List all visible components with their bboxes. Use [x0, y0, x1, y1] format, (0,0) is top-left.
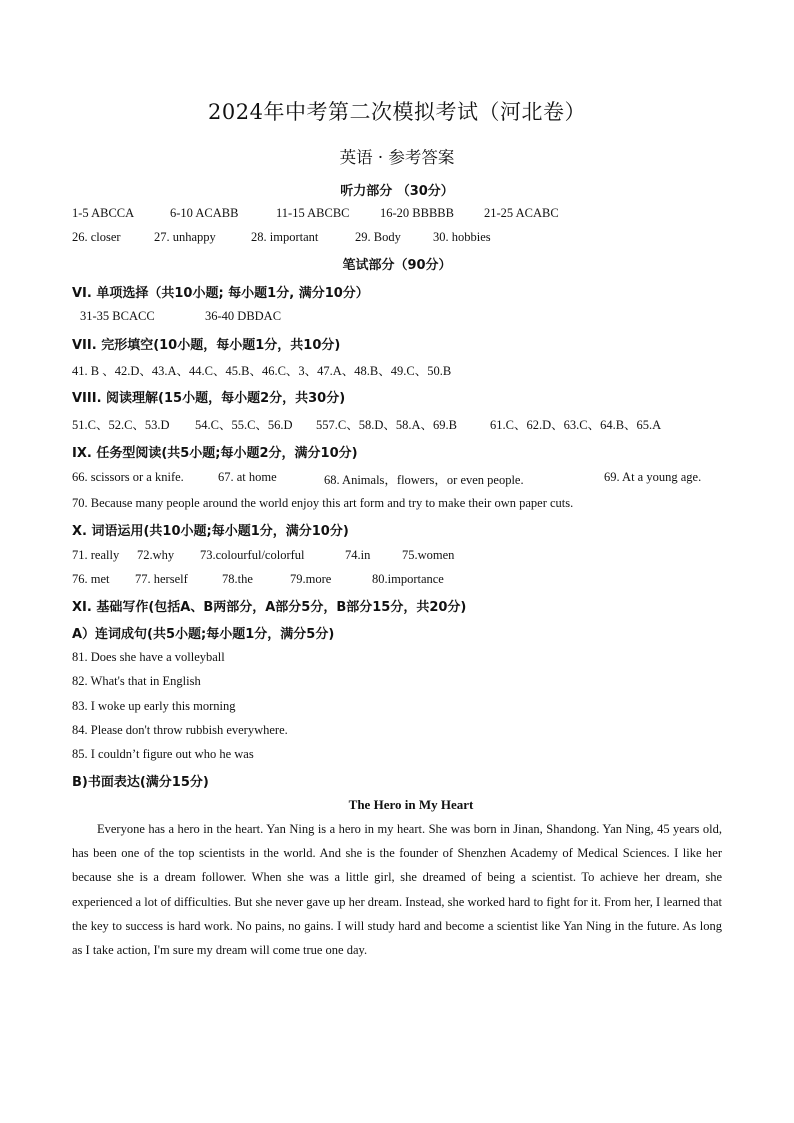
page-subtitle: 英语 · 参考答案: [339, 148, 455, 167]
answer-item: 66. scissors or a knife.: [72, 470, 184, 484]
part-b-heading: B)书面表达(满分15分): [72, 775, 209, 790]
list-item: 83. I woke up early this morning: [72, 699, 236, 713]
answer-item: 73.colourful/colorful: [200, 548, 305, 562]
answer-item: 67. at home: [218, 470, 277, 484]
answer-item: 30. hobbies: [433, 230, 491, 244]
answer-item: 68. Animals，flowers，or even people.: [324, 473, 524, 487]
section-8-heading: VIII. 阅读理解(15小题，每小题2分，共30分): [72, 391, 346, 406]
answer-item: 29. Body: [355, 230, 401, 244]
answer-item: 28. important: [251, 230, 319, 244]
part-a-heading: A）连词成句(共5小题;每小题1分，满分5分): [72, 627, 335, 642]
answer-item: 36-40 DBDAC: [205, 309, 282, 323]
answer-item: 11-15 ABCBC: [276, 206, 350, 220]
section-11-heading: XI. 基础写作(包括A、B两部分，A部分5分，B部分15分，共20分): [72, 600, 467, 615]
answer-item: 71. really: [72, 548, 120, 562]
answer-item: 80.importance: [372, 572, 444, 586]
section-9-heading: IX. 任务型阅读(共5小题;每小题2分，满分10分): [72, 446, 358, 461]
section-10-heading: X. 词语运用(共10小题;每小题1分，满分10分): [72, 524, 349, 539]
section-7-answers: 41. B 、42.D、43.A、44.C、45.B、46.C、3、47.A、48.B、49.C、50.B: [72, 364, 452, 378]
answer-item: 51.C、52.C、53.D: [72, 418, 170, 432]
answer-item: 16-20 BBBBB: [380, 206, 454, 220]
answer-item: 27. unhappy: [154, 230, 216, 244]
section-7-heading: VII. 完形填空(10小题，每小题1分，共10分): [72, 338, 341, 353]
answer-item: 78.the: [222, 572, 253, 586]
answer-item: 6-10 ACABB: [170, 206, 239, 220]
list-item: 85. I couldn’t figure out who he was: [72, 747, 254, 761]
essay-body: Everyone has a hero in the heart. Yan Ning is a hero in my heart. She was born in Jinan, Shandong. Yan Ning, 45 years old, has been one of the top scientists in the world. And she is the founder of Shenzhen Academy of Medical Sciences. I like her because she is a dream follower. When she was a little girl, she dreamed of being a scientist. To achieve her dream, she experienced a lot of difficulties. But she never gave up her dream. Instead, she worked hard to fight for it. From her, I learned that the key to success is hard work. No pains, no gains. I will study hard and become a scientist like Yan Ning in the future. As long as I take action, I'm sure my dream will come true one day.: [72, 822, 722, 958]
answer-item: 31-35 BCACC: [80, 309, 155, 323]
answer-item: 75.women: [402, 548, 455, 562]
list-item: 81. Does she have a volleyball: [72, 650, 225, 664]
answer-item: 557.C、58.D、58.A、69.B: [316, 418, 457, 432]
list-item: 84. Please don't throw rubbish everywhere.: [72, 723, 288, 737]
section-9-row-2: 70. Because many people around the world enjoy this art form and try to make their own paper cuts.: [72, 496, 574, 510]
written-part-heading: 笔试部分（90分）: [342, 258, 452, 273]
list-item: 82. What's that in English: [72, 674, 201, 688]
answer-item: 21-25 ACABC: [484, 206, 559, 220]
answer-item: 54.C、55.C、56.D: [195, 418, 293, 432]
answer-item: 26. closer: [72, 230, 121, 244]
page-title: 2024年中考第二次模拟考试（河北卷）: [208, 100, 586, 124]
essay-title: The Hero in My Heart: [348, 797, 474, 812]
answer-item: 61.C、62.D、63.C、64.B、65.A: [490, 418, 662, 432]
answer-item: 69. At a young age.: [604, 470, 702, 484]
answer-item: 76. met: [72, 572, 110, 586]
section-6-heading: VI. 单项选择（共10小题; 每小题1分, 满分10分）: [72, 286, 369, 301]
answer-item: 74.in: [345, 548, 371, 562]
answer-item: 79.more: [290, 572, 332, 586]
answer-item: 1-5 ABCCA: [72, 206, 135, 220]
answer-item: 77. herself: [135, 572, 188, 586]
answer-item: 72.why: [137, 548, 175, 562]
listening-heading: 听力部分 （30分）: [340, 184, 454, 199]
